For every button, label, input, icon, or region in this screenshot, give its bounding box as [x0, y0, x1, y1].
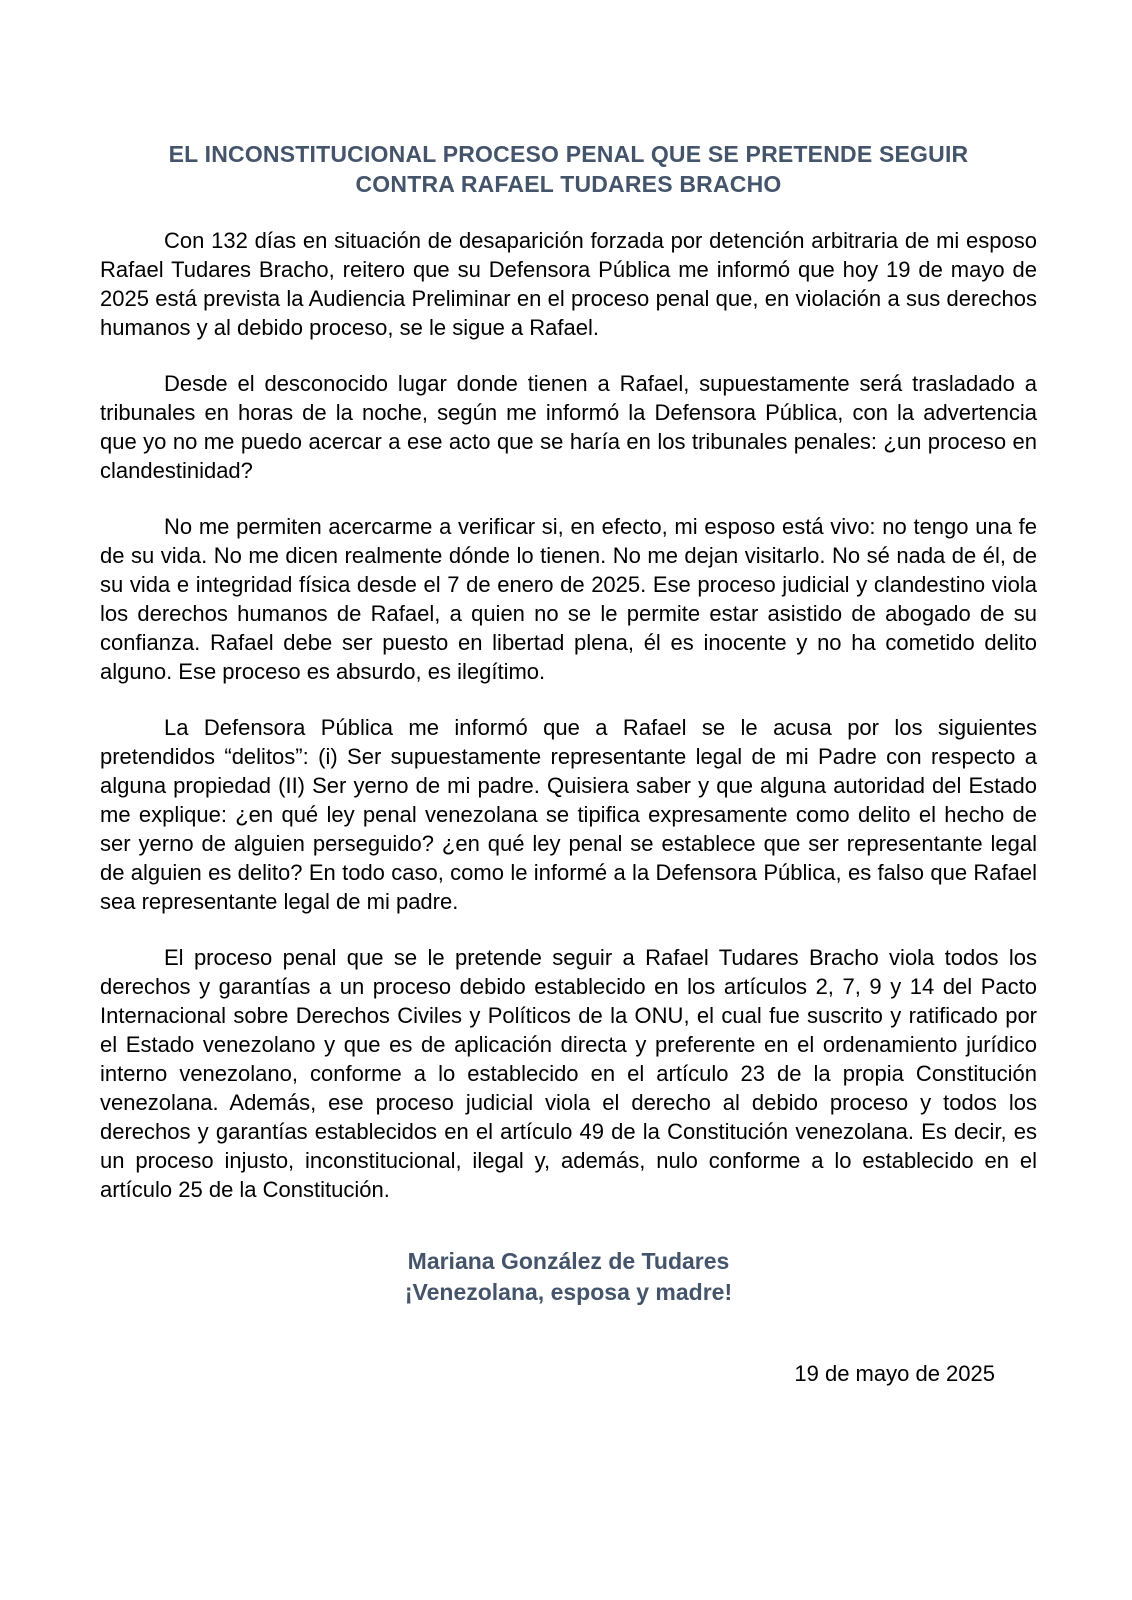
body-paragraph-4: La Defensora Pública me informó que a Rafael se le acusa por los siguientes pretendidos “delitos”: (i) Ser supuestamente representante legal de mi Padre con respecto a alguna propiedad (II) Ser yerno de mi padre. Quisiera saber y que alguna autoridad del Estado me explique: ¿en qué ley penal venezolana se tipifica expresamente como delito el hecho de ser yerno de alguien perseguido? ¿en qué ley penal se establece que ser representante legal de alguien es delito? En todo caso, como le informé a la Defensora Pública, es falso que Rafael sea representante legal de mi padre.: [100, 715, 1037, 914]
signature-block: [100, 1246, 1037, 1308]
body-paragraph-5: El proceso penal que se le pretende seguir a Rafael Tudares Bracho viola todos los derechos y garantías a un proceso debido establecido en los artículos 2, 7, 9 y 14 del Pacto Internacional sobre Derechos Civiles y Políticos de la ONU, el cual fue suscrito y ratificado por el Estado venezolano y que es de aplicación directa y preferente en el ordenamiento jurídico interno venezolano, conforme a lo establecido en el artículo 23 de la propia Constitución venezolana. Además, ese proceso judicial viola el derecho al debido proceso y todos los derechos y garantías establecidos en el artículo 49 de la Constitución venezolana. Es decir, es un proceso injusto, inconstitucional, ilegal y, además, nulo conforme a lo establecido en el artículo 25 de la Constitución.: [100, 945, 1037, 1202]
body-paragraph-1: Con 132 días en situación de desaparición forzada por detención arbitraria de mi esposo Rafael Tudares Bracho, reitero que su Defensora Pública me informó que hoy 19 de mayo de 2025 está prevista la Audiencia Preliminar en el proceso penal que, en violación a sus derechos humanos y al debido proceso, se le sigue a Rafael.: [100, 228, 1037, 340]
body-paragraph-2: Desde el desconocido lugar donde tienen a Rafael, supuestamente será trasladado a tribunales en horas de la noche, según me informó la Defensora Pública, con la advertencia que yo no me puedo acercar a ese acto que se haría en los tribunales penales: ¿un proceso en clandestinidad?: [100, 371, 1037, 483]
title-line-1: EL INCONSTITUCIONAL PROCESO PENAL QUE SE PRETENDE SEGUIR: [168, 141, 969, 167]
signature-tagline: ¡Venezolana, esposa y madre!: [404, 1279, 733, 1305]
date-line: 19 de mayo de 2025: [794, 1361, 995, 1386]
document-title: [100, 139, 1037, 199]
signature-name: Mariana González de Tudares: [407, 1248, 730, 1274]
body-paragraph-3: No me permiten acercarme a verificar si, en efecto, mi esposo está vivo: no tengo una fe de su vida. No me dicen realmente dónde lo tienen. No me dejan visitarlo. No sé nada de él, de su vida e integridad física desde el 7 de enero de 2025. Ese proceso judicial y clandestino viola los derechos humanos de Rafael, a quien no se le permite estar asistido de abogado de su confianza. Rafael debe ser puesto en libertad plena, él es inocente y no ha cometido delito alguno. Ese proceso es absurdo, es ilegítimo.: [100, 514, 1037, 684]
title-line-2: CONTRA RAFAEL TUDARES BRACHO: [355, 171, 782, 197]
